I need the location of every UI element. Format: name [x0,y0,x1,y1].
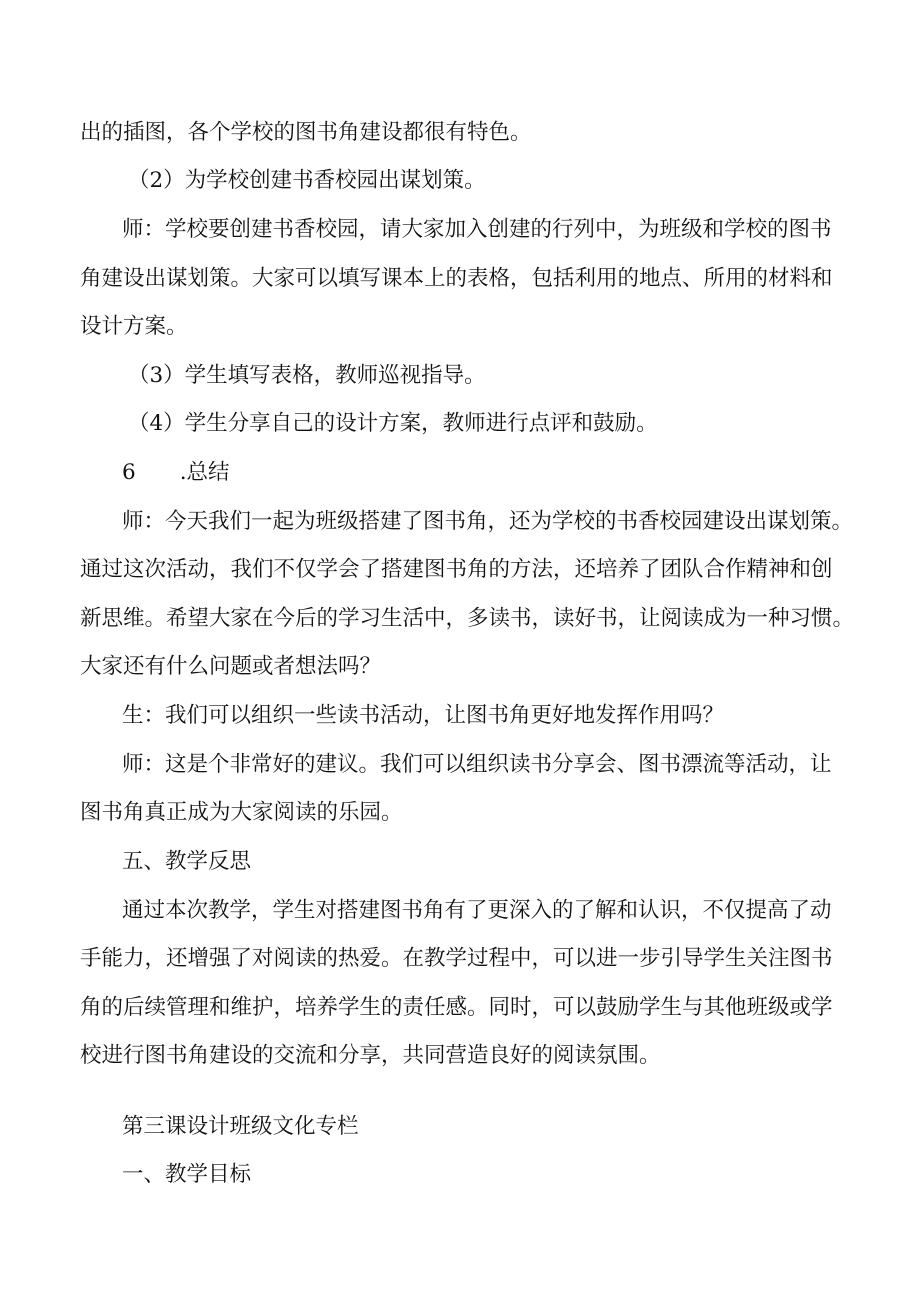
section-heading-objectives: 一、教学目标 [122,1162,252,1187]
step-4-heading: （4）学生分享自己的设计方案，教师进行点评和鼓励。 [128,411,658,436]
paragraph-line: 师：今天我们一起为班级搭建了图书角，还为学校的书香校园建设出谋划策。 [122,509,854,534]
paragraph-line: 通过这次活动，我们不仅学会了搭建图书角的方法，还培养了团队合作精神和创 [80,557,833,582]
paragraph-line: 设计方案。 [80,314,188,339]
paragraph-line: 新思维。希望大家在今后的学习生活中，多读书，读好书，让阅读成为一种习惯。 [80,606,855,631]
paragraph-line: 手能力，还增强了对阅读的热爱。在教学过程中，可以进一步引导学生关注图书 [80,946,833,971]
section-heading-reflection: 五、教学反思 [122,849,252,874]
paragraph-line: 角的后续管理和维护，培养学生的责任感。同时，可以鼓励学生与其他班级或学 [80,995,833,1020]
paragraph-line: 生：我们可以组织一些读书活动，让图书角更好地发挥作用吗？ [122,703,725,728]
step-2-heading: （2）为学校创建书香校园出谋划策。 [128,168,486,193]
section-6-heading [122,458,882,488]
paragraph-line: 通过本次教学，学生对搭建图书角有了更深入的了解和认识，不仅提高了动 [122,898,832,923]
section-title: .总结 [179,460,230,485]
paragraph-line: 大家还有什么问题或者想法吗？ [80,654,382,679]
step-3-heading: （3）学生填写表格，教师巡视指导。 [128,363,486,388]
paragraph-line: 图书角真正成为大家阅读的乐园。 [80,800,403,825]
lesson-title: 第三课设计班级文化专栏 [122,1114,359,1139]
paragraph-line: 出的插图，各个学校的图书角建设都很有特色。 [80,120,532,145]
paragraph-line: 校进行图书角建设的交流和分享，共同营造良好的阅读氛围。 [80,1043,661,1068]
section-number: 6 [122,460,136,485]
paragraph-line: 师：这是个非常好的建议。我们可以组织读书分享会、图书漂流等活动，让 [122,752,832,777]
paragraph-line: 角建设出谋划策。大家可以填写课本上的表格，包括利用的地点、所用的材料和 [80,266,833,291]
paragraph-line: 师：学校要创建书香校园，请大家加入创建的行列中，为班级和学校的图书 [122,217,832,242]
